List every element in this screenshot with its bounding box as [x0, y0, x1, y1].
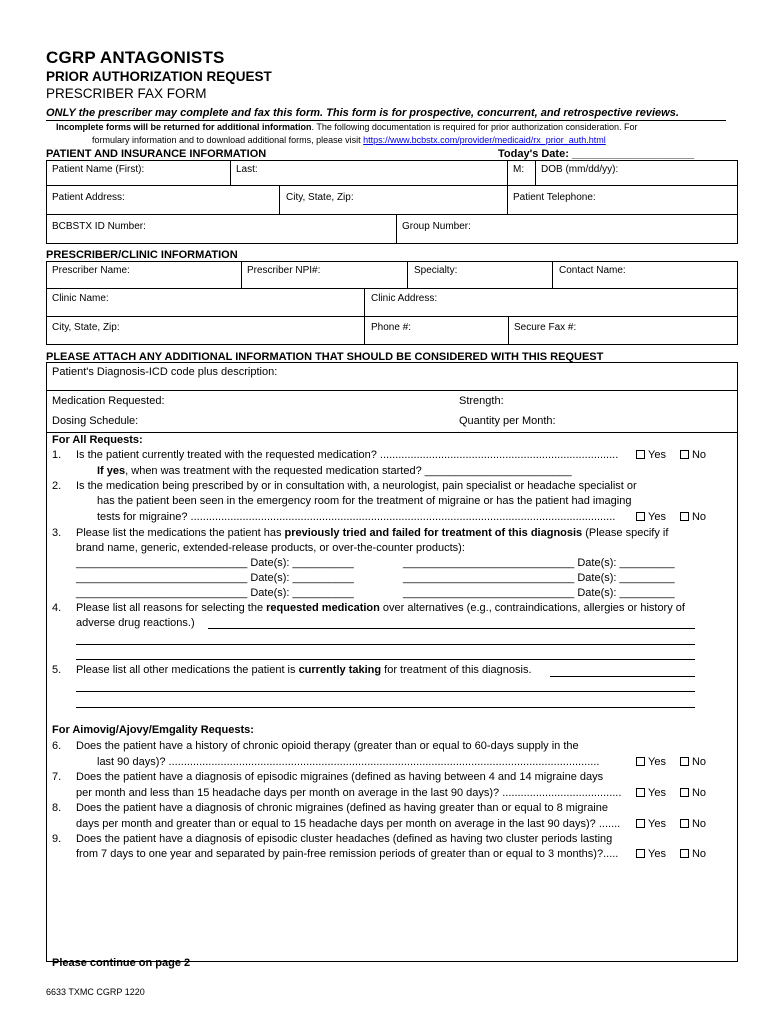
formulary-link[interactable]: https://www.bcbstx.com/provider/medicaid/rx_prior_auth.html: [363, 135, 606, 145]
incomplete-bold: Incomplete forms will be returned for additional information: [56, 122, 312, 132]
q4-line-1: [76, 602, 685, 614]
clinic-city-field[interactable]: City, State, Zip:: [52, 322, 120, 333]
q5-answer-line-2[interactable]: [76, 707, 695, 708]
q5-post: for treatment of this diagnosis.: [381, 664, 532, 676]
no-label: No: [691, 787, 707, 799]
q8-number: 8.: [52, 802, 62, 814]
all-requests-heading: For All Requests:: [52, 434, 143, 446]
q2-options: [630, 511, 706, 523]
incomplete-notice: [56, 122, 638, 132]
continue-note: Please continue on page 2: [52, 957, 191, 969]
attach-section-title: PLEASE ATTACH ANY ADDITIONAL INFORMATION THAT SHOULD BE CONSIDERED WITH THIS REQUEST: [46, 351, 604, 363]
col-divider: [230, 160, 231, 185]
q3-med-row-1-left[interactable]: ____________________________ Date(s): __________: [76, 557, 354, 569]
no-label: No: [691, 818, 707, 830]
q4-answer-line-3[interactable]: [76, 659, 695, 660]
q3-med-row-3-right[interactable]: ____________________________ Date(s): _________: [403, 587, 675, 599]
row-divider: [46, 316, 738, 317]
q6-yes-checkbox[interactable]: [636, 757, 645, 766]
q3-med-row-2-left[interactable]: ____________________________ Date(s): __________: [76, 572, 354, 584]
q5-answer-line-1[interactable]: [76, 691, 695, 692]
contact-name-field[interactable]: Contact Name:: [559, 265, 626, 276]
q2-line-3: tests for migraine? ...........................................................................................................................................: [97, 511, 616, 523]
bcbstx-id-field[interactable]: BCBSTX ID Number:: [52, 221, 146, 232]
q9-yes-checkbox[interactable]: [636, 849, 645, 858]
patient-first-name-field[interactable]: Patient Name (First):: [52, 164, 145, 175]
q5-number: 5.: [52, 664, 62, 676]
q8-line-1: Does the patient have a diagnosis of chronic migraines (defined as having greater than or equal to 8 migraine: [76, 802, 608, 814]
q3-line-1: [76, 527, 668, 539]
q4-answer-line-2[interactable]: [76, 644, 695, 645]
q8-yes-checkbox[interactable]: [636, 819, 645, 828]
col-divider: [279, 185, 280, 214]
prescriber-name-field[interactable]: Prescriber Name:: [52, 265, 130, 276]
q2-line-2: has the patient been seen in the emergency room for the treatment of migraine or has the patient had imaging: [97, 495, 632, 507]
col-divider: [241, 261, 242, 288]
q4-line-2: adverse drug reactions.): [76, 617, 195, 629]
no-label: No: [691, 756, 707, 768]
prescriber-npi-field[interactable]: Prescriber NPI#:: [247, 265, 321, 276]
q3-med-row-2-right[interactable]: ____________________________ Date(s): _________: [403, 572, 675, 584]
strength-field[interactable]: Strength:: [459, 395, 504, 407]
secure-fax-field[interactable]: Secure Fax #:: [514, 322, 577, 333]
patient-dob-field[interactable]: DOB (mm/dd/yy):: [541, 164, 619, 175]
q5-pre: Please list all other medications the patient is: [76, 664, 299, 676]
diagnosis-field[interactable]: Patient's Diagnosis-ICD code plus description:: [52, 366, 278, 378]
q5-answer-line-0[interactable]: [550, 676, 695, 677]
col-divider: [508, 316, 509, 345]
q4-pre: Please list all reasons for selecting the: [76, 602, 267, 614]
yes-label: Yes: [648, 848, 666, 860]
q3-med-row-1-right[interactable]: ____________________________ Date(s): _________: [403, 557, 675, 569]
q7-no-checkbox[interactable]: [680, 788, 689, 797]
quantity-field[interactable]: Quantity per Month:: [459, 415, 556, 427]
q4-answer-line-1[interactable]: [208, 628, 695, 629]
q6-no-checkbox[interactable]: [680, 757, 689, 766]
specialty-field[interactable]: Specialty:: [414, 265, 458, 276]
row-divider: [46, 390, 738, 391]
aimovig-heading: For Aimovig/Ajovy/Emgality Requests:: [52, 724, 254, 736]
yes-label: Yes: [648, 449, 666, 461]
q9-line-1: Does the patient have a diagnosis of episodic cluster headaches (defined as having two cluster periods lasting: [76, 833, 613, 845]
patient-city-field[interactable]: City, State, Zip:: [286, 192, 354, 203]
q4-number: 4.: [52, 602, 62, 614]
q7-line-2: per month and less than 15 headache days per month on average in the last 90 days)? .......................................: [76, 787, 622, 799]
col-divider: [507, 160, 508, 214]
clinic-name-field[interactable]: Clinic Name:: [52, 293, 109, 304]
row-divider: [46, 214, 738, 215]
col-divider: [364, 288, 365, 345]
q3-pre: Please list the medications the patient has: [76, 527, 285, 539]
prescriber-section-title: PRESCRIBER/CLINIC INFORMATION: [46, 249, 238, 261]
formulary-text: formulary information and to download additional forms, please visit: [92, 135, 361, 145]
q9-line-2: from 7 days to one year and separated by pain-free remission periods of greater than or equal to 3 months)?.....: [76, 848, 619, 860]
patient-section-title: PATIENT AND INSURANCE INFORMATION: [46, 148, 267, 160]
form-subtitle: PRIOR AUTHORIZATION REQUEST: [46, 69, 272, 84]
prescriber-notice: ONLY the prescriber may complete and fax this form. This form is for prospective, concurrent, and retrospective reviews.: [46, 107, 679, 119]
phone-field[interactable]: Phone #:: [371, 322, 412, 333]
q6-options: [630, 756, 706, 768]
q9-options: [630, 848, 706, 860]
q4-bold: requested medication: [266, 602, 380, 614]
q9-no-checkbox[interactable]: [680, 849, 689, 858]
patient-last-name-field[interactable]: Last:: [236, 164, 258, 175]
q7-options: [630, 787, 706, 799]
q2-yes-checkbox[interactable]: [636, 512, 645, 521]
q6-number: 6.: [52, 740, 62, 752]
yes-label: Yes: [648, 511, 666, 523]
patient-telephone-field[interactable]: Patient Telephone:: [513, 192, 596, 203]
q1-options: [630, 449, 706, 461]
q8-no-checkbox[interactable]: [680, 819, 689, 828]
divider: [46, 120, 726, 121]
q3-bold: previously tried and failed for treatment of this diagnosis: [284, 527, 583, 539]
q9-number: 9.: [52, 833, 62, 845]
q3-med-row-3-left[interactable]: ____________________________ Date(s): __________: [76, 587, 354, 599]
form-code: 6633 TXMC CGRP 1220: [46, 987, 145, 997]
q1-number: 1.: [52, 449, 62, 461]
q2-no-checkbox[interactable]: [680, 512, 689, 521]
patient-info-table: [46, 160, 738, 244]
row-divider: [46, 288, 738, 289]
q4-post: over alternatives (e.g., contraindications, allergies or history of: [379, 602, 685, 614]
yes-label: Yes: [648, 756, 666, 768]
no-label: No: [691, 848, 707, 860]
yes-label: Yes: [648, 818, 666, 830]
col-divider: [407, 261, 408, 288]
q7-yes-checkbox[interactable]: [636, 788, 645, 797]
no-label: No: [691, 511, 707, 523]
q1-followup[interactable]: [97, 465, 572, 477]
if-yes-bold: If yes: [97, 465, 126, 477]
q6-line-2: last 90 days)? .............................................................................................................................................: [97, 756, 600, 768]
q8-line-2: days per month and greater than or equal to 15 headache days per month on average in the last 90 days)? .......: [76, 818, 621, 830]
q5-line-1: [76, 664, 532, 676]
q1-text: Is the patient currently treated with the requested medication? ..............................................................................: [76, 449, 619, 461]
q3-number: 3.: [52, 527, 62, 539]
q8-options: [630, 818, 706, 830]
col-divider: [535, 160, 536, 185]
q1-no-checkbox[interactable]: [680, 450, 689, 459]
formulary-line: [92, 135, 606, 145]
q1-yes-checkbox[interactable]: [636, 450, 645, 459]
group-number-field[interactable]: Group Number:: [402, 221, 471, 232]
q2-line-1: Is the medication being prescribed by or in consultation with, a neurologist, pain specialist or headache specialist or: [76, 480, 637, 492]
q2-number: 2.: [52, 480, 62, 492]
q7-line-1: Does the patient have a diagnosis of episodic migraines (defined as having between 4 and 14 migraine days: [76, 771, 604, 783]
form-type: PRESCRIBER FAX FORM: [46, 86, 207, 101]
q6-line-1: Does the patient have a history of chronic opioid therapy (greater than or equal to 60-days supply in the: [76, 740, 579, 752]
q1-followup-text: , when was treatment with the requested medication started? ________________________: [125, 465, 572, 477]
todays-date-label[interactable]: Today's Date: ____________________: [498, 148, 695, 160]
col-divider: [396, 214, 397, 244]
q3-post: (Please specify if: [582, 527, 669, 539]
clinic-address-field[interactable]: Clinic Address:: [371, 293, 438, 304]
q3-line-2: brand name, generic, extended-release products, or over-the-counter products):: [76, 542, 465, 554]
yes-label: Yes: [648, 787, 666, 799]
q5-bold: currently taking: [298, 664, 382, 676]
col-divider: [552, 261, 553, 288]
patient-mi-field[interactable]: M:: [513, 164, 525, 175]
dosing-schedule-field[interactable]: Dosing Schedule:: [52, 415, 139, 427]
medication-requested-field[interactable]: Medication Requested:: [52, 395, 165, 407]
q7-number: 7.: [52, 771, 62, 783]
row-divider: [46, 432, 738, 433]
no-label: No: [691, 449, 707, 461]
form-title: CGRP ANTAGONISTS: [46, 48, 225, 67]
row-divider: [46, 185, 738, 186]
incomplete-rest: . The following documentation is required for prior authorization consideration. For: [311, 122, 638, 132]
patient-address-field[interactable]: Patient Address:: [52, 192, 125, 203]
